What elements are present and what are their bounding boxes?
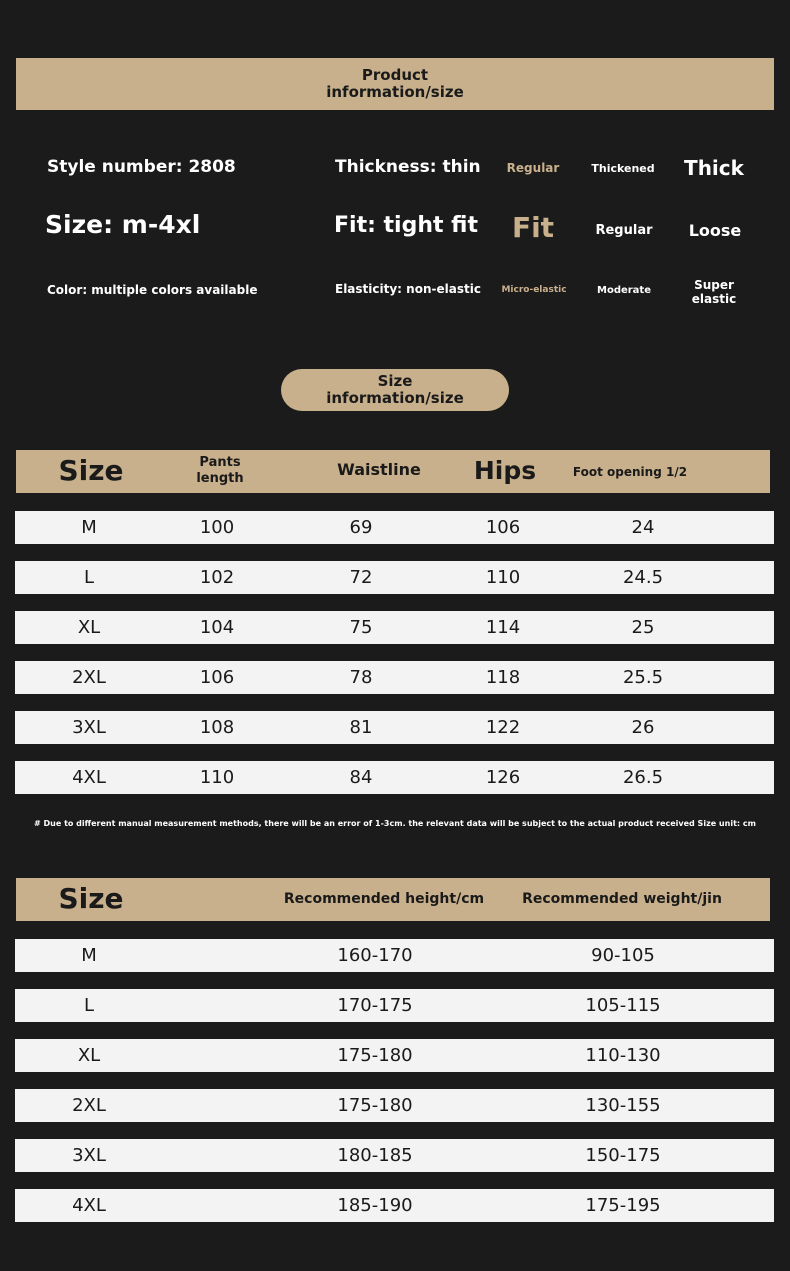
cell-hips: 110	[485, 567, 521, 588]
recommendation-table-header	[16, 878, 770, 921]
header-foot-opening: Foot opening 1/2	[572, 465, 688, 479]
cell-waistline: 69	[349, 517, 373, 538]
cell-size: 2XL	[72, 1095, 106, 1116]
cell-size: XL	[77, 1045, 101, 1066]
cell-height: 160-170	[337, 945, 413, 966]
header-size: Size	[58, 882, 124, 915]
table-row	[15, 939, 774, 972]
header-size: Size	[58, 454, 124, 487]
thickness-info: Thickness: thin	[335, 157, 481, 177]
cell-foot-opening: 25.5	[622, 667, 664, 688]
thickness-option-thickened: Thickened	[591, 162, 655, 175]
cell-waistline: 75	[349, 617, 373, 638]
cell-hips: 122	[485, 717, 521, 738]
cell-weight: 150-175	[585, 1145, 661, 1166]
header-pants-length-line-1: Pants	[199, 455, 241, 470]
pill-line-1: Size	[377, 372, 413, 390]
color-info: Color: multiple colors available	[47, 283, 258, 297]
cell-height: 170-175	[337, 995, 413, 1016]
cell-foot-opening: 24	[631, 517, 655, 538]
table-row	[15, 989, 774, 1022]
size-range: Size: m-4xl	[45, 210, 201, 239]
title-banner	[16, 58, 774, 110]
cell-height: 185-190	[337, 1195, 413, 1216]
cell-foot-opening: 24.5	[622, 567, 664, 588]
cell-pants-length: 104	[199, 617, 235, 638]
table-row	[15, 1089, 774, 1122]
cell-weight: 90-105	[591, 945, 655, 966]
table-row	[15, 1189, 774, 1222]
cell-waistline: 78	[349, 667, 373, 688]
elasticity-option-super-line-2: elastic	[691, 292, 737, 306]
measurement-note: # Due to different manual measurement methods, there will be an error of 1-3cm. the relevant data will be subject to the actual product received Size unit: cm	[34, 819, 756, 828]
cell-hips: 118	[485, 667, 521, 688]
size-table-header	[16, 450, 770, 493]
cell-height: 180-185	[337, 1145, 413, 1166]
cell-pants-length: 100	[199, 517, 235, 538]
cell-size: L	[83, 567, 95, 588]
cell-pants-length: 110	[199, 767, 235, 788]
table-row	[15, 661, 774, 694]
cell-waistline: 72	[349, 567, 373, 588]
cell-weight: 110-130	[585, 1045, 661, 1066]
cell-waistline: 84	[349, 767, 373, 788]
title-line-2: information/size	[326, 83, 464, 101]
cell-hips: 114	[485, 617, 521, 638]
elasticity-info: Elasticity: non-elastic	[335, 282, 481, 296]
cell-weight: 175-195	[585, 1195, 661, 1216]
header-pants-length	[196, 455, 243, 487]
cell-size: 4XL	[72, 767, 106, 788]
cell-size: 3XL	[72, 717, 106, 738]
elasticity-option-super	[692, 278, 736, 306]
style-number: Style number: 2808	[47, 157, 236, 177]
table-row	[15, 761, 774, 794]
cell-hips: 126	[485, 767, 521, 788]
cell-waistline: 81	[349, 717, 373, 738]
table-row	[15, 711, 774, 744]
title-line-1: Product	[361, 66, 429, 84]
cell-weight: 105-115	[585, 995, 661, 1016]
elasticity-option-moderate: Moderate	[596, 285, 652, 296]
thickness-option-thick: Thick	[684, 156, 744, 180]
pill-line-2: information/size	[326, 389, 464, 407]
cell-size: 4XL	[72, 1195, 106, 1216]
cell-foot-opening: 25	[631, 617, 655, 638]
cell-hips: 106	[485, 517, 521, 538]
table-row	[15, 1139, 774, 1172]
fit-option-loose: Loose	[688, 221, 742, 240]
cell-height: 175-180	[337, 1045, 413, 1066]
cell-pants-length: 102	[199, 567, 235, 588]
elasticity-option-super-line-1: Super	[694, 278, 734, 292]
table-row	[15, 511, 774, 544]
header-pants-length-line-2: length	[196, 471, 244, 486]
cell-size: 2XL	[72, 667, 106, 688]
cell-weight: 130-155	[585, 1095, 661, 1116]
cell-size: M	[81, 945, 97, 966]
fit-option-regular: Regular	[595, 223, 653, 238]
table-row	[15, 1039, 774, 1072]
header-waistline: Waistline	[337, 460, 421, 479]
elasticity-option-micro: Micro-elastic	[501, 285, 567, 295]
header-recommended-height: Recommended height/cm	[283, 891, 485, 907]
header-recommended-weight: Recommended weight/jin	[522, 891, 722, 907]
cell-foot-opening: 26.5	[622, 767, 664, 788]
cell-height: 175-180	[337, 1095, 413, 1116]
fit-option-fit: Fit	[511, 211, 555, 244]
header-hips: Hips	[473, 456, 537, 485]
size-info-pill	[281, 369, 509, 411]
cell-foot-opening: 26	[631, 717, 655, 738]
cell-size: M	[81, 517, 97, 538]
cell-size: 3XL	[72, 1145, 106, 1166]
table-row	[15, 611, 774, 644]
table-row	[15, 561, 774, 594]
cell-size: XL	[77, 617, 101, 638]
thickness-option-regular: Regular	[506, 161, 560, 175]
cell-size: L	[83, 995, 95, 1016]
fit-info: Fit: tight fit	[334, 213, 479, 238]
cell-pants-length: 108	[199, 717, 235, 738]
cell-pants-length: 106	[199, 667, 235, 688]
